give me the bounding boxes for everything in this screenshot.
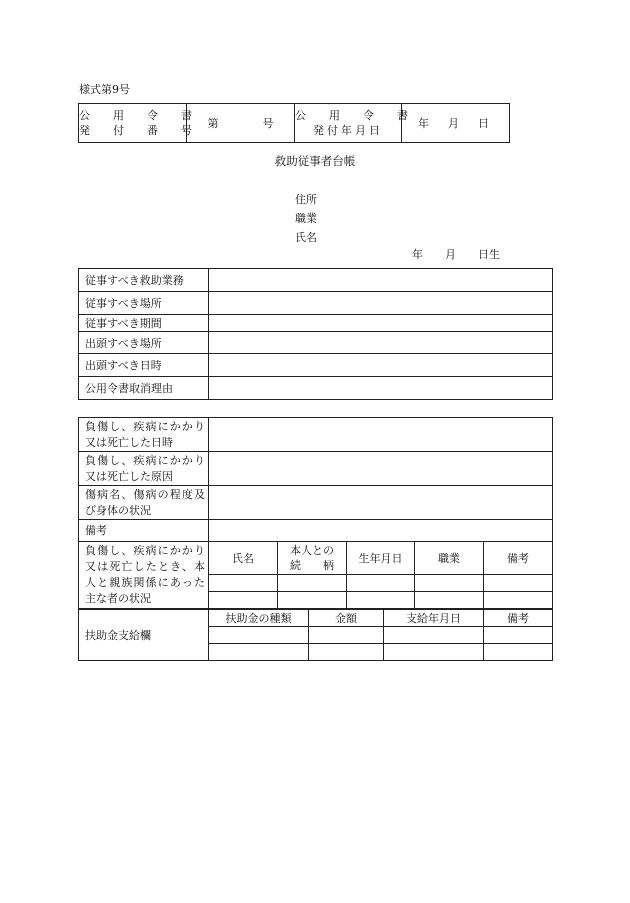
order-number-label-line2: 発 付 番 号 xyxy=(79,124,198,137)
duty-table xyxy=(78,268,553,400)
duty-row-label: 従事すべき救助業務 xyxy=(79,269,209,292)
address-label: 住所 xyxy=(295,193,317,206)
order-number-field[interactable] xyxy=(187,104,295,143)
family-cell[interactable] xyxy=(415,592,484,609)
duty-row-label: 従事すべき期間 xyxy=(79,315,209,332)
family-cell[interactable] xyxy=(209,592,278,609)
number-suffix: 号 xyxy=(262,117,274,130)
order-date-label xyxy=(295,104,414,143)
family-cell[interactable] xyxy=(209,575,278,592)
occupation-label: 職業 xyxy=(295,212,317,225)
order-number-label xyxy=(79,104,198,143)
benefit-label: 扶助金支給欄 xyxy=(79,610,209,661)
family-cell[interactable] xyxy=(347,575,415,592)
birthdate-label: 年 月 日生 xyxy=(412,248,500,261)
family-cell[interactable] xyxy=(278,575,347,592)
order-date-value: 年 月 日 xyxy=(418,117,493,130)
family-col-occupation: 職業 xyxy=(415,542,484,575)
benefit-cell[interactable] xyxy=(309,627,384,644)
injury-condition-value[interactable] xyxy=(209,486,553,520)
benefit-col-date: 支給年月日 xyxy=(384,610,484,627)
benefit-table xyxy=(78,609,553,661)
form-number: 様式第9号 xyxy=(79,83,130,96)
family-status-label: 負傷し、疾病にかかり又は死亡したとき、本人と親族関係にあった主な者の状況 xyxy=(79,542,209,609)
duty-row-value[interactable] xyxy=(209,332,553,354)
duty-row-value[interactable] xyxy=(209,269,553,292)
family-col-relation-line2: 続 柄 xyxy=(290,559,334,572)
injury-datetime-label: 負傷し、疾病にかかり又は死亡した日時 xyxy=(79,418,209,452)
family-col-birthdate: 生年月日 xyxy=(347,542,415,575)
benefit-col-amount: 金額 xyxy=(309,610,384,627)
injury-condition-label: 傷病名、傷病の程度及び身体の状況 xyxy=(79,486,209,520)
duty-row-value[interactable] xyxy=(209,354,553,377)
benefit-cell[interactable] xyxy=(484,644,553,661)
family-col-name: 氏名 xyxy=(209,542,278,575)
order-date-label-line1: 公 用 令 書 xyxy=(295,109,414,122)
duty-row-label: 従事すべき場所 xyxy=(79,292,209,315)
order-date-field[interactable] xyxy=(402,104,510,143)
family-cell[interactable] xyxy=(347,592,415,609)
benefit-col-type: 扶助金の種類 xyxy=(209,610,309,627)
duty-row-value[interactable] xyxy=(209,377,553,400)
duty-row-value[interactable] xyxy=(209,315,553,332)
family-col-remarks: 備考 xyxy=(484,542,553,575)
injury-cause-value[interactable] xyxy=(209,452,553,486)
injury-cause-label: 負傷し、疾病にかかり又は死亡した原因 xyxy=(79,452,209,486)
family-cell[interactable] xyxy=(484,592,553,609)
name-label: 氏名 xyxy=(295,231,317,244)
injury-table xyxy=(78,417,553,609)
order-header-table xyxy=(78,103,510,143)
duty-row-label: 出頭すべき場所 xyxy=(79,332,209,354)
benefit-cell[interactable] xyxy=(209,644,309,661)
family-col-relation xyxy=(278,542,347,575)
injury-datetime-value[interactable] xyxy=(209,418,553,452)
benefit-cell[interactable] xyxy=(384,644,484,661)
benefit-cell[interactable] xyxy=(384,627,484,644)
number-prefix: 第 xyxy=(207,117,219,130)
remarks-label: 備考 xyxy=(79,520,209,542)
duty-row-label: 出頭すべき日時 xyxy=(79,354,209,377)
order-number-label-line1: 公 用 令 書 xyxy=(79,109,198,122)
order-date-label-line2: 発付年月日 xyxy=(313,124,383,137)
family-cell[interactable] xyxy=(278,592,347,609)
benefit-cell[interactable] xyxy=(309,644,384,661)
benefit-cell[interactable] xyxy=(209,627,309,644)
family-cell[interactable] xyxy=(484,575,553,592)
duty-row-value[interactable] xyxy=(209,292,553,315)
page-title: 救助従事者台帳 xyxy=(274,154,356,168)
benefit-col-remarks: 備考 xyxy=(484,610,553,627)
family-cell[interactable] xyxy=(415,575,484,592)
duty-row-label: 公用令書取消理由 xyxy=(79,377,209,400)
family-col-relation-line1: 本人との xyxy=(290,544,334,557)
benefit-cell[interactable] xyxy=(484,627,553,644)
remarks-value[interactable] xyxy=(209,520,553,542)
